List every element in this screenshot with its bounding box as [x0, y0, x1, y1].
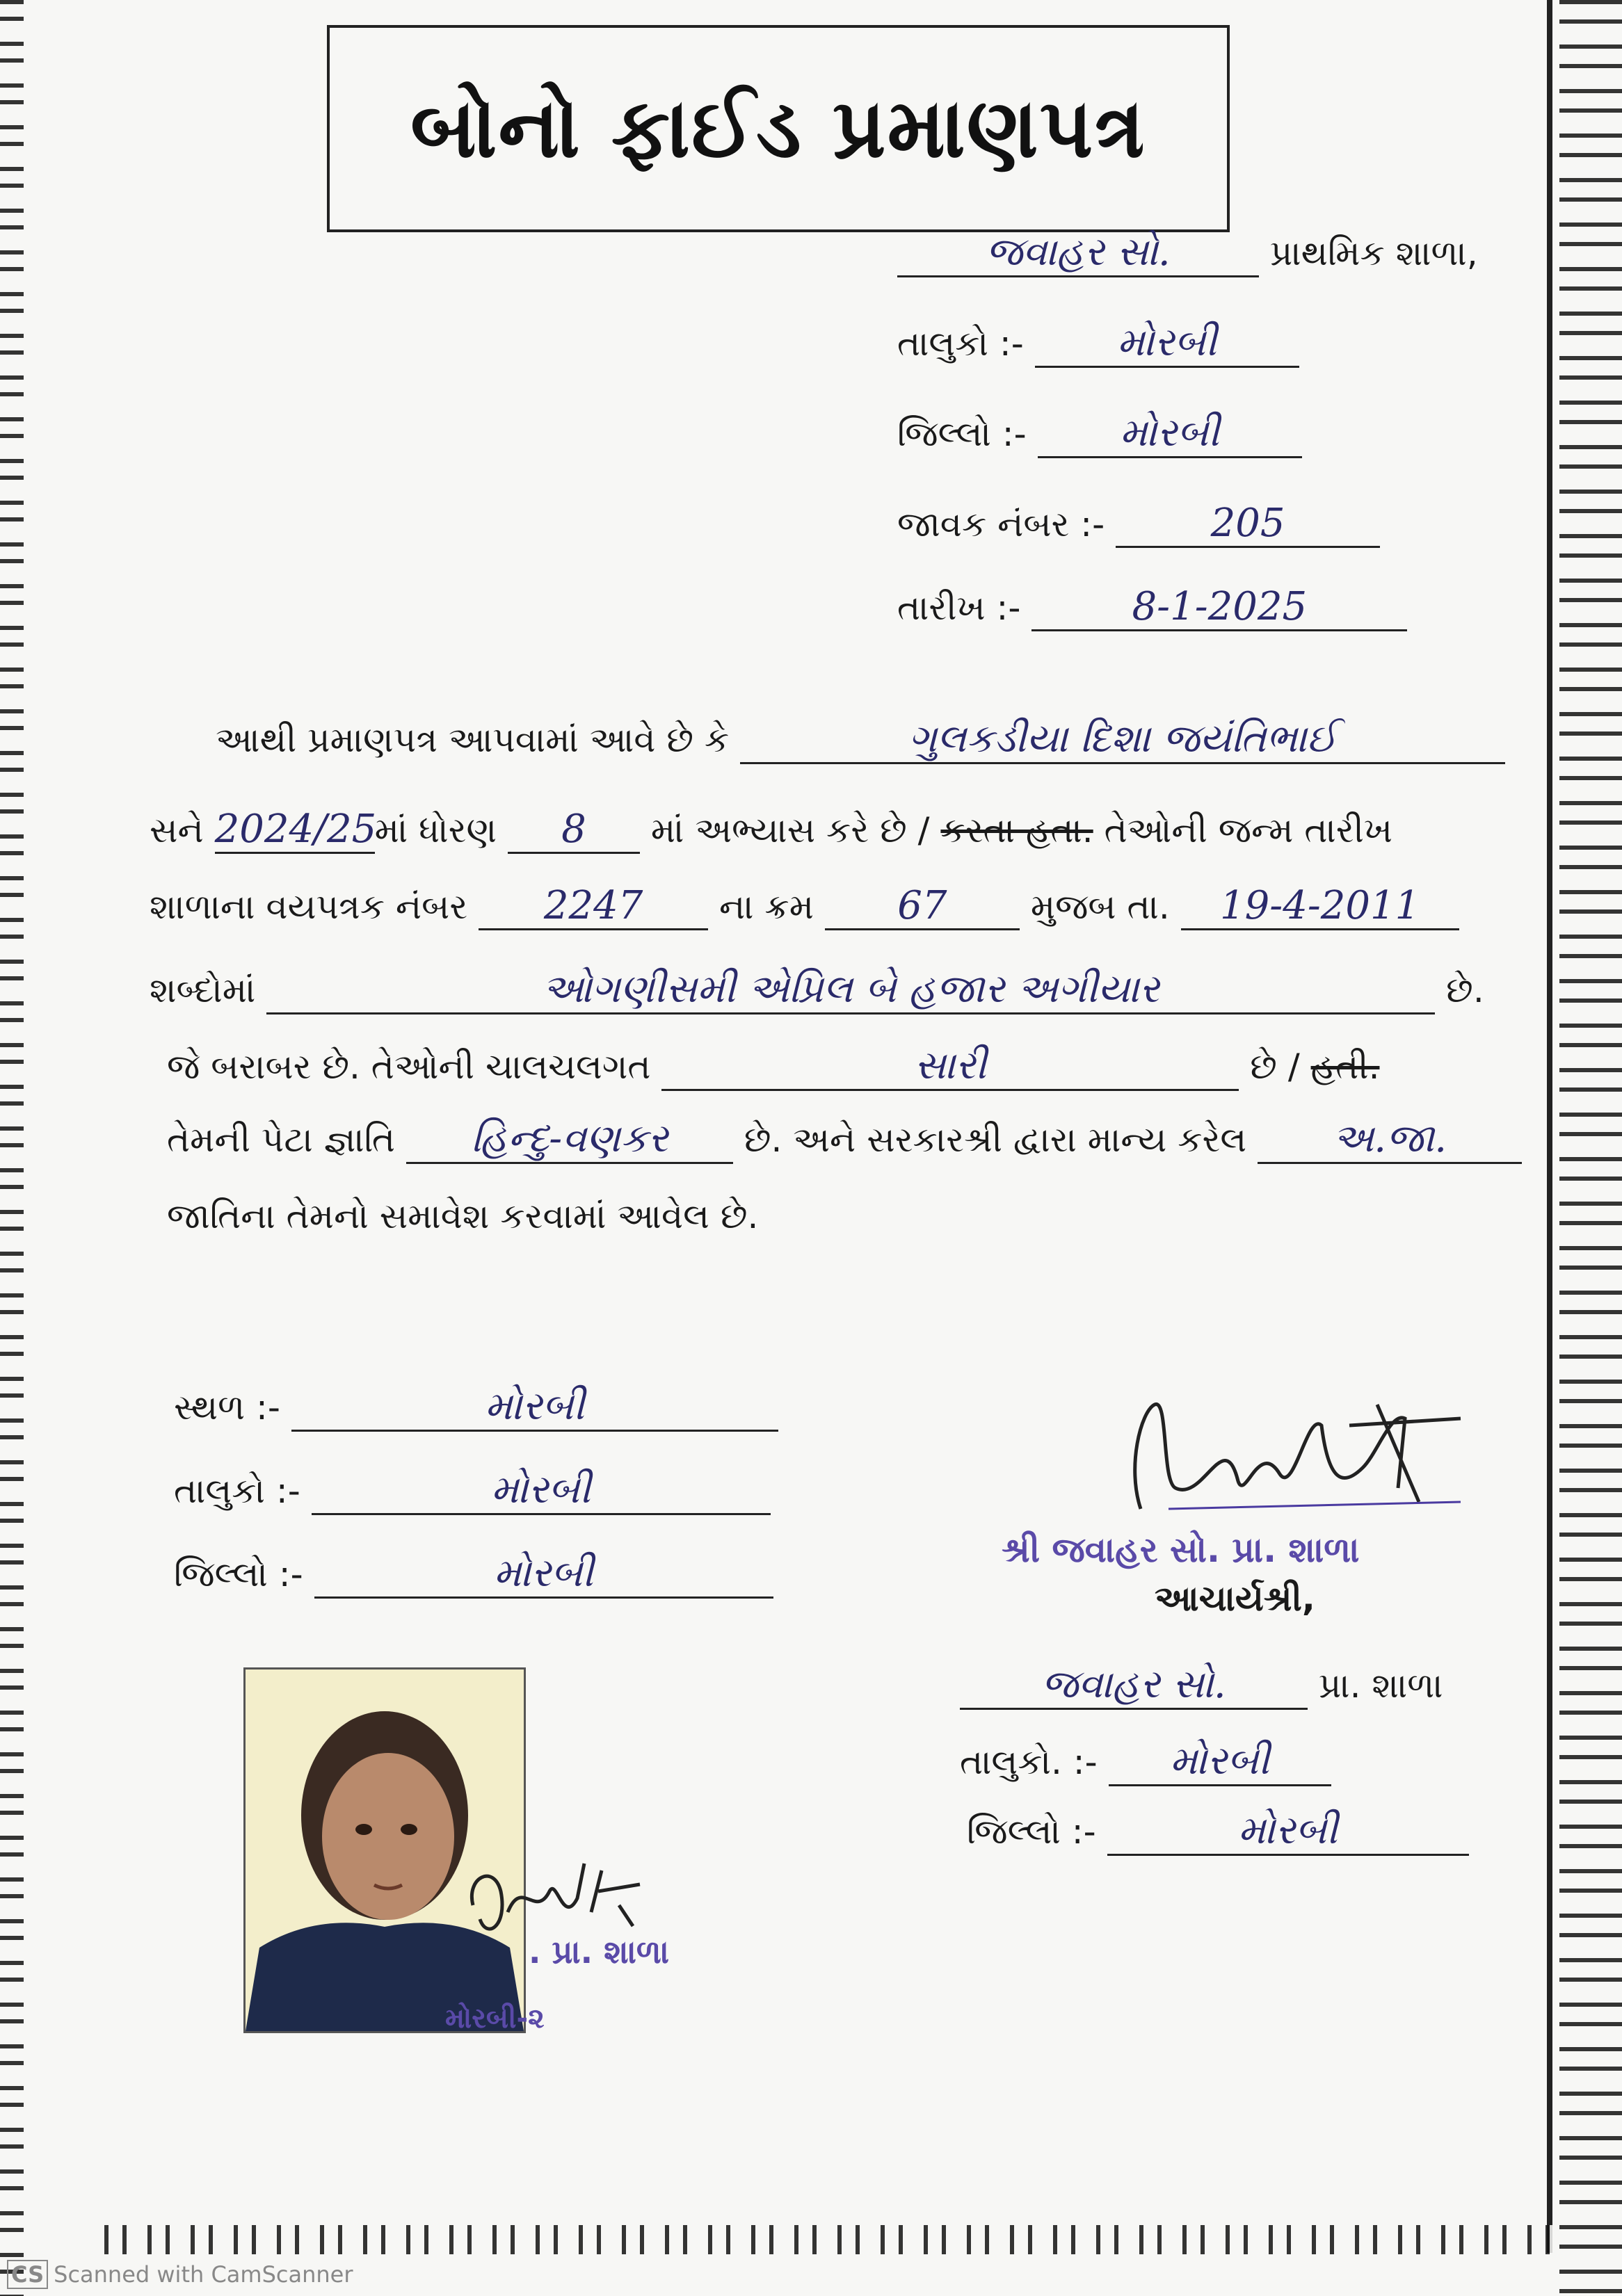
school-suffix: પ્રાથમિક શાળા, — [1269, 233, 1478, 273]
outward-label: જાવક નંબર :- — [897, 504, 1105, 544]
place-taluka-value: મોરબી — [312, 1467, 771, 1515]
body-text-4b: છે. — [1446, 970, 1484, 1010]
body-text-2a: સને — [150, 810, 204, 850]
place-taluka-label: તાલુકો :- — [174, 1471, 300, 1511]
principal-taluka-value: મોરબી — [1109, 1738, 1331, 1786]
principal-taluka-line — [960, 1738, 1331, 1786]
body-text-3a: શાળાના વયપત્રક નંબર — [150, 887, 468, 927]
body-text-3c: મુજબ તા. — [1030, 887, 1170, 927]
outward-value: 205 — [1116, 501, 1380, 548]
outward-line — [897, 501, 1380, 548]
register-number-value: 2247 — [479, 883, 708, 930]
student-name-value: ગુલકડીયા દિશા જયંતિભાઈ — [740, 716, 1505, 764]
body-text-2d: તેઓની જન્મ તારીખ — [1104, 810, 1392, 850]
taluka-value: મોરબી — [1035, 320, 1299, 368]
body-text-3b: ના ક્રમ — [719, 887, 814, 927]
place-district-label: જિલ્લો :- — [174, 1554, 303, 1594]
body-text-7: જાતિના તેમનો સમાવેશ કરવામાં આવેલ છે. — [167, 1196, 759, 1236]
place-district-value: મોરબી — [314, 1551, 773, 1599]
principal-district-label: જિલ્લો :- — [967, 1811, 1096, 1852]
title-box — [327, 25, 1230, 232]
date-line — [897, 584, 1407, 631]
sub-caste-value: હિન્દુ-વણકર — [406, 1116, 733, 1164]
body-line-1 — [216, 716, 1505, 764]
principal-signature — [1113, 1384, 1475, 1544]
body-text-5b: છે / — [1250, 1046, 1300, 1087]
photo-stamp-line-2: મોરબી-૨ — [445, 2003, 545, 2035]
certificate-title: બોનો ફાઈડ પ્રમાણપત્ર — [410, 80, 1146, 176]
body-text-4a: શબ્દોમાં — [150, 970, 256, 1010]
body-line-4 — [150, 967, 1484, 1014]
district-value: મોરબી — [1038, 410, 1302, 458]
camscanner-icon: CS — [7, 2260, 48, 2289]
body-text-2b: માં ધોરણ — [374, 810, 497, 850]
conduct-value: સારી — [661, 1043, 1239, 1091]
principal-school-name: જવાહર સો. — [960, 1662, 1308, 1710]
body-line-5 — [167, 1043, 1379, 1091]
struck-text-was: હતી. — [1310, 1046, 1380, 1087]
category-value: અ.જા. — [1258, 1116, 1522, 1164]
place-taluka-line — [174, 1467, 771, 1515]
taluka-line — [897, 320, 1299, 368]
place-value: મોરબી — [291, 1384, 778, 1432]
principal-taluka-label: તાલુકો. :- — [960, 1742, 1098, 1782]
principal-district-value: મોરબી — [1107, 1808, 1469, 1856]
scanner-footer — [7, 2260, 353, 2289]
birth-date-value: 19-4-2011 — [1181, 883, 1459, 930]
principal-stamp: શ્રી જવાહર સો. પ્રા. શાળા — [1002, 1530, 1360, 1570]
birth-date-words-value: ઓગણીસમી એપ્રિલ બે હજાર અગીયાર — [266, 967, 1435, 1014]
body-line-7 — [167, 1196, 758, 1237]
district-label: જિલ્લો :- — [897, 414, 1027, 454]
district-line — [897, 410, 1302, 458]
taluka-label: તાલુકો :- — [897, 323, 1024, 364]
standard-value: 8 — [508, 807, 640, 854]
place-label: સ્થળ :- — [174, 1387, 280, 1428]
principal-school-suffix: પ્રા. શાળા — [1318, 1665, 1443, 1706]
scanner-footer-text: Scanned with CamScanner — [54, 2261, 353, 2288]
body-text-6b: છે. અને સરકારશ્રી દ્વારા માન્ય કરેલ — [744, 1119, 1247, 1160]
body-line-3 — [150, 883, 1459, 930]
right-decorative-border — [1559, 0, 1622, 2296]
body-text-5a: જે બરાબર છે. તેઓની ચાલચલગત — [167, 1046, 651, 1087]
bottom-decorative-border — [104, 2225, 1559, 2254]
school-line — [897, 229, 1478, 277]
principal-title: આચાર્યશ્રી, — [1155, 1578, 1315, 1619]
date-value: 8-1-2025 — [1031, 584, 1407, 631]
principal-school-line — [960, 1662, 1443, 1710]
school-name-value: જવાહર સો. — [897, 229, 1259, 277]
photo-stamp-line-1: . પ્રા. શાળા — [529, 1933, 669, 1971]
principal-district-line — [967, 1808, 1469, 1856]
left-decorative-border — [0, 0, 24, 2296]
right-border-line — [1547, 0, 1552, 2253]
place-district-line — [174, 1551, 773, 1599]
body-text-1: આથી પ્રમાણપત્ર આપવામાં આવે છે કે — [216, 720, 730, 760]
place-line — [174, 1384, 778, 1432]
body-line-2 — [150, 807, 1392, 854]
body-line-6 — [167, 1116, 1522, 1164]
body-text-6a: તેમની પેટા જ્ઞાતિ — [167, 1119, 396, 1160]
struck-text-were-studying: કરતા હતા. — [940, 810, 1093, 850]
date-label: તારીખ :- — [897, 588, 1021, 628]
body-text-2c: માં અભ્યાસ કરે છે / — [650, 810, 930, 850]
year-value: 2024/25 — [215, 807, 375, 854]
serial-number-value: 67 — [825, 883, 1020, 930]
